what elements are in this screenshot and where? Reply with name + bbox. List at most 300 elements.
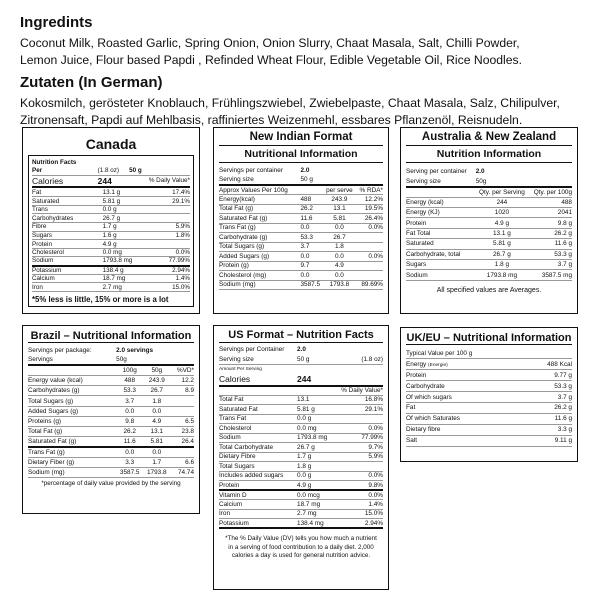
canada-row: [32, 205, 190, 214]
india-row: [219, 242, 383, 252]
uk-value: 11.6 g: [527, 413, 572, 424]
brazil-servings-value: 2.0 servings: [116, 346, 154, 354]
uk-energy-label: [406, 359, 527, 370]
anz-value: 3587.5 mg: [528, 270, 572, 280]
india-row: [219, 204, 383, 214]
india-value: 5.81: [324, 214, 356, 224]
us-size-oz: (1.8 oz): [333, 355, 383, 365]
brazil-value: 23.8: [170, 427, 194, 437]
uk-energy-text: Energy: [406, 360, 427, 368]
uk-row: [406, 370, 572, 381]
anz-value: 3.7 g: [528, 260, 572, 270]
brazil-row: [28, 416, 194, 426]
canada-label: Sodium: [32, 257, 103, 266]
anz-value: 1793.8 mg: [476, 270, 528, 280]
us-mineral-value: 15.0%: [333, 509, 383, 519]
canada-value: 5.9%: [153, 223, 190, 232]
brazil-label: Total Fat (g): [28, 427, 116, 437]
uk-table: [406, 348, 572, 447]
anz-value: 26.7 g: [476, 249, 528, 259]
us-row: [219, 405, 383, 415]
canada-value: 1793.8 mg: [103, 257, 154, 266]
india-col-header: per serve: [324, 185, 356, 195]
india-subtitle: Nutritional Information: [219, 145, 383, 163]
anz-row: [406, 249, 572, 259]
brazil-label: Added Sugars (g): [28, 406, 116, 416]
us-row: [219, 471, 383, 481]
canada-label: Saturated: [32, 197, 103, 206]
brazil-value: 0.0: [143, 447, 170, 457]
brazil-label: Energy value (kcal): [28, 376, 116, 386]
uk-row: [406, 424, 572, 435]
canada-calories-value: 244: [98, 175, 130, 187]
us-mineral-row: [219, 509, 383, 519]
brazil-value: 0.0: [116, 406, 143, 416]
brazil-value: 9.8: [116, 416, 143, 426]
brazil-value: 26.7: [143, 386, 170, 396]
anz-value: 488: [528, 197, 572, 207]
anz-panel: [400, 127, 578, 314]
uk-value: 53.3 g: [527, 381, 572, 392]
india-title: New Indian Format: [249, 131, 353, 143]
canada-value: 1.7 g: [103, 223, 154, 232]
canada-label: Sugars: [32, 231, 103, 240]
india-value: 0.0: [324, 271, 356, 281]
canada-oz: (1.8 oz): [98, 167, 130, 176]
brazil-label: Total Sugars (g): [28, 396, 116, 406]
uk-energy-value: 488 Kcal: [527, 359, 572, 370]
brazil-value: 0.0: [143, 406, 170, 416]
anz-value: 1.8 g: [476, 260, 528, 270]
us-size-label: Serving size: [219, 355, 297, 365]
us-label: Includes added sugars: [219, 471, 297, 481]
brazil-value: 6.5: [170, 416, 194, 426]
canada-nf-heading: Nutrition Facts: [32, 158, 77, 166]
us-mineral-value: 18.7 mg: [297, 500, 333, 510]
anz-row: [406, 260, 572, 270]
us-row: [219, 481, 383, 491]
uk-value: 3.3 g: [527, 424, 572, 435]
us-label: Trans Fat: [219, 414, 297, 424]
canada-row: [32, 274, 190, 283]
anz-value: 244: [476, 197, 528, 207]
brazil-row: [28, 406, 194, 416]
brazil-value: 74.74: [170, 467, 194, 477]
us-value: 13.1: [297, 395, 333, 405]
india-value: 0.0: [301, 223, 324, 233]
india-value: 53.3: [301, 233, 324, 243]
canada-value: 1.6 g: [103, 231, 154, 240]
india-value: 13.1: [324, 204, 356, 214]
brazil-row: [28, 427, 194, 437]
brazil-value: 6.6: [170, 457, 194, 467]
canada-value: 138.4 g: [103, 266, 154, 275]
india-value: 12.2%: [355, 195, 383, 205]
india-size-label: Serving size: [219, 176, 301, 186]
us-value: 9.8%: [333, 481, 383, 491]
india-row: [219, 280, 383, 290]
canada-row: [32, 197, 190, 206]
us-mineral-value: 2.94%: [333, 519, 383, 529]
canada-title: Canada: [85, 136, 137, 152]
anz-size-value: 50g: [476, 176, 528, 186]
india-col-header: % RDA*: [355, 185, 383, 195]
canada-value: 0.0%: [153, 248, 190, 257]
brazil-row: [28, 447, 194, 457]
india-value: [355, 271, 383, 281]
brazil-value: 243.9: [143, 376, 170, 386]
us-mineral-value: 0.0 mcg: [297, 490, 333, 500]
us-row: [219, 395, 383, 405]
anz-col-header: Qty. per Serving: [476, 187, 528, 197]
anz-value: 4.9 g: [476, 218, 528, 228]
anz-value: 13.1 g: [476, 228, 528, 238]
ingredients-line: Lemon Juice, Flour based Papdi , Refinded Wheat Flour, Edible Vegetable Oil, Rice Noodles.: [20, 52, 523, 67]
uk-typical-label: Typical Value per 100 g: [406, 348, 527, 359]
brazil-label: Dietary Fiber (g): [28, 457, 116, 467]
canada-footnote: *5% less is little, 15% or more is a lot: [32, 294, 169, 304]
canada-row: [32, 240, 190, 249]
india-value: [355, 233, 383, 243]
canada-table: [32, 158, 190, 188]
india-row: [219, 233, 383, 243]
anz-subtitle: Nutrition Information: [406, 145, 572, 163]
canada-label: Trans: [32, 205, 103, 214]
india-value: 1.8: [324, 242, 356, 252]
us-value: 0.0%: [333, 471, 383, 481]
canada-value: 4.9 g: [103, 240, 154, 249]
india-value: 0.0: [324, 223, 356, 233]
anz-row: [406, 270, 572, 280]
india-value: 19.5%: [355, 204, 383, 214]
india-label: Cholesterol (mg): [219, 271, 301, 281]
us-row: [219, 462, 383, 472]
india-panel: [213, 127, 389, 314]
uk-value: 9.77 g: [527, 370, 572, 381]
anz-label: Sodium: [406, 270, 476, 280]
india-label: Added Sugars (g): [219, 252, 301, 262]
india-value: 3.7: [301, 242, 324, 252]
india-value: 1793.8: [324, 280, 356, 290]
brazil-row: [28, 457, 194, 467]
canada-value: 2.94%: [153, 266, 190, 275]
india-value: 26.7: [324, 233, 356, 243]
uk-row: [406, 392, 572, 403]
us-mineral-label: Vitamin D: [219, 490, 297, 500]
anz-title: Australia & New Zealand: [421, 131, 557, 143]
canada-label: Iron: [32, 283, 103, 292]
india-col-header: Approx Values Per 100g: [219, 185, 301, 195]
india-value: 243.9: [324, 195, 356, 205]
canada-row: [32, 257, 190, 266]
us-label: Saturated Fat: [219, 405, 297, 415]
canada-dv-label: % Daily Value*: [129, 175, 190, 187]
anz-row: [406, 197, 572, 207]
brazil-value: 12.2: [170, 376, 194, 386]
us-value: 5.9%: [333, 452, 383, 462]
us-label: Dietary Fibre: [219, 452, 297, 462]
india-label: Sodium (mg): [219, 280, 301, 290]
us-calories-label: Calories: [219, 374, 297, 386]
canada-label: Fibre: [32, 223, 103, 232]
anz-label: Sugars: [406, 260, 476, 270]
india-label: Carbohydrate (g): [219, 233, 301, 243]
canada-label: Carbohydrates: [32, 214, 103, 223]
canada-value: [153, 214, 190, 223]
brazil-value: 5.81: [143, 437, 170, 447]
india-servings-label: Servings per container: [219, 167, 283, 175]
brazil-row: [28, 386, 194, 396]
us-mineral-value: 0.0%: [333, 490, 383, 500]
canada-label: Calcium: [32, 274, 103, 283]
uk-row: [406, 381, 572, 392]
anz-label: Saturated: [406, 239, 476, 249]
canada-label: Fat: [32, 188, 103, 197]
anz-value: 26.2 g: [528, 228, 572, 238]
canada-value: 18.7 mg: [103, 274, 154, 283]
us-row: [219, 452, 383, 462]
canada-value: 15.0%: [153, 283, 190, 292]
uk-value: 26.2 g: [527, 402, 572, 413]
india-label: Total Fat (g): [219, 204, 301, 214]
canada-value: 17.4%: [153, 188, 190, 197]
anz-row: [406, 239, 572, 249]
ingredients-title: Ingredints: [20, 14, 93, 31]
canada-row: [32, 223, 190, 232]
zutaten-section: [20, 74, 590, 128]
india-table: [219, 166, 383, 290]
anz-servings-label: Serving per container: [406, 167, 467, 175]
brazil-row: [28, 396, 194, 406]
canada-value: 1.4%: [153, 274, 190, 283]
uk-label: Salt: [406, 435, 527, 446]
uk-label: Of which sugars: [406, 392, 527, 403]
canada-row: [32, 266, 190, 275]
us-value: 77.99%: [333, 433, 383, 443]
brazil-title: Brazil – Nutritional Information: [28, 326, 194, 343]
india-label: Energy(kcal): [219, 195, 301, 205]
anz-table: [406, 166, 572, 281]
uk-panel: [400, 327, 578, 462]
india-value: 0.0%: [355, 223, 383, 233]
brazil-value: 3587.5: [116, 467, 143, 477]
brazil-row: [28, 437, 194, 447]
brazil-value: [170, 396, 194, 406]
canada-value: 13.1 g: [103, 188, 154, 197]
india-value: 0.0%: [355, 252, 383, 262]
brazil-value: 1.8: [143, 396, 170, 406]
brazil-note: *percentage of daily value provided by the serving: [41, 479, 181, 487]
anz-value: 1020: [476, 208, 528, 218]
anz-value: 53.3 g: [528, 249, 572, 259]
india-value: 3587.5: [301, 280, 324, 290]
anz-size-label: Serving size: [406, 176, 476, 186]
brazil-row: [28, 376, 194, 386]
brazil-value: 1793.8: [143, 467, 170, 477]
brazil-value: 26.2: [116, 427, 143, 437]
us-mineral-value: 2.7 mg: [297, 509, 333, 519]
canada-value: [153, 205, 190, 214]
us-value: 16.8%: [333, 395, 383, 405]
anz-value: 11.6 g: [528, 239, 572, 249]
us-label: Protein: [219, 481, 297, 491]
anz-row: [406, 208, 572, 218]
anz-value: 2041: [528, 208, 572, 218]
canada-label: [28, 155, 194, 307]
uk-label: Of which Saturates: [406, 413, 527, 424]
canada-value: 2.7 mg: [103, 283, 154, 292]
india-label: Trans Fat (g): [219, 223, 301, 233]
canada-calories-label: Calories: [32, 175, 98, 187]
us-label: Total Sugars: [219, 462, 297, 472]
anz-label: Energy (kcal): [406, 197, 476, 207]
india-value: 9.7: [301, 261, 324, 271]
brazil-label: Trans Fat (g): [28, 447, 116, 457]
zutaten-title: Zutaten (In German): [20, 74, 163, 91]
anz-servings-value: 2.0: [475, 167, 485, 175]
india-row: [219, 261, 383, 271]
canada-label: Cholesterol: [32, 248, 103, 257]
india-row: [219, 223, 383, 233]
us-label: Cholesterol: [219, 424, 297, 434]
us-row: [219, 414, 383, 424]
us-mineral-label: Calcium: [219, 500, 297, 510]
canada-label: Potassium: [32, 266, 103, 275]
anz-row: [406, 228, 572, 238]
ingredients-section: [20, 14, 590, 68]
us-note: *The % Daily Value (DV) tells you how much a nutrient in a serving of food contribution to a daily diet. 2,000 calories a day is used for general nutrition advice.: [225, 535, 377, 559]
india-row: [219, 252, 383, 262]
canada-row: [32, 283, 190, 292]
brazil-row: [28, 467, 194, 477]
us-value: 9.7%: [333, 443, 383, 453]
brazil-label: Proteins (g): [28, 416, 116, 426]
us-label: Sodium: [219, 433, 297, 443]
india-value: 89.69%: [355, 280, 383, 290]
us-label: Total Carbohydrate: [219, 443, 297, 453]
canada-value: 26.7 g: [103, 214, 154, 223]
uk-value: 9.11 g: [527, 435, 572, 446]
us-amount-label: Amount Per Serving: [219, 366, 262, 372]
brazil-value: 3.3: [116, 457, 143, 467]
anz-row: [406, 218, 572, 228]
us-value: 0.0 mg: [297, 424, 333, 434]
canada-per: Per: [32, 167, 98, 176]
anz-col-header: Qty. per 100g: [528, 187, 572, 197]
us-value: 1.7 g: [297, 452, 333, 462]
us-value: 1793.8 mg: [297, 433, 333, 443]
us-servings-label: Servings per Container: [219, 346, 285, 354]
us-size-g: 50 g: [297, 355, 333, 365]
brazil-value: [170, 406, 194, 416]
canada-value: 0.0 mg: [103, 248, 154, 257]
india-servings-value: 2.0: [300, 167, 310, 175]
us-mineral-row: [219, 500, 383, 510]
india-row: [219, 214, 383, 224]
india-value: 26.4%: [355, 214, 383, 224]
brazil-value: 8.9: [170, 386, 194, 396]
uk-label: Protein: [406, 370, 527, 381]
uk-value: 3.7 g: [527, 392, 572, 403]
brazil-value: 1.7: [143, 457, 170, 467]
canada-row: [32, 231, 190, 240]
brazil-value: 26.4: [170, 437, 194, 447]
india-row: [219, 271, 383, 281]
us-value: 29.1%: [333, 405, 383, 415]
us-mineral-row: [219, 519, 383, 529]
india-label: Total Sugars (g): [219, 242, 301, 252]
us-value: 4.9 g: [297, 481, 333, 491]
india-value: 4.9: [324, 261, 356, 271]
anz-label: Protein: [406, 218, 476, 228]
anz-label: Carbohydrate, total: [406, 249, 476, 259]
anz-value: 9.8 g: [528, 218, 572, 228]
india-size-value: 50 g: [301, 176, 324, 186]
us-label: Total Fat: [219, 395, 297, 405]
us-table: [219, 345, 383, 529]
us-value: 5.81 g: [297, 405, 333, 415]
canada-g: 50 g: [129, 167, 190, 176]
us-mineral-row: [219, 490, 383, 500]
us-row: [219, 433, 383, 443]
uk-row: [406, 435, 572, 446]
brazil-label: Sodium (mg): [28, 467, 116, 477]
canada-label: Protein: [32, 240, 103, 249]
india-value: [355, 261, 383, 271]
brazil-label: Saturated Fat (g): [28, 437, 116, 447]
canada-value: 0.0 g: [103, 205, 154, 214]
brazil-servings-label: Servings per package:: [28, 346, 92, 354]
us-mineral-value: 1.4%: [333, 500, 383, 510]
us-value: 1.8 g: [297, 462, 333, 472]
us-title: US Format – Nutrition Facts: [219, 326, 383, 343]
india-row: [219, 195, 383, 205]
us-value: 0.0 g: [297, 414, 333, 424]
canada-value: 1.8%: [153, 231, 190, 240]
zutaten-line: Zitronensaft, Papdi auf Mehlbasis, raffiniertes Weizenmehl, essbares Pflanzenöl, Reisnudeln.: [20, 112, 523, 127]
india-value: [355, 242, 383, 252]
brazil-value: 4.9: [143, 416, 170, 426]
uk-row: [406, 402, 572, 413]
brazil-panel: [22, 325, 200, 514]
us-value: 0.0 g: [297, 471, 333, 481]
canada-panel: [22, 127, 200, 314]
brazil-col-header: 50g: [143, 365, 170, 375]
anz-note: All specified values are Averages.: [436, 286, 542, 294]
brazil-value: 53.3: [116, 386, 143, 396]
us-mineral-label: Iron: [219, 509, 297, 519]
us-value: 0.0%: [333, 424, 383, 434]
us-row: [219, 424, 383, 434]
canada-row: [32, 214, 190, 223]
brazil-value: 488: [116, 376, 143, 386]
ingredients-line: Coconut Milk, Roasted Garlic, Spring Onion, Onion Slurry, Chaat Masala, Salt, Chilli Powder,: [20, 36, 520, 50]
india-value: 11.6: [301, 214, 324, 224]
uk-row: [406, 413, 572, 424]
india-label: Saturated Fat (g): [219, 214, 301, 224]
uk-energy-sub: (Energie): [428, 362, 448, 368]
brazil-value: 0.0: [116, 447, 143, 457]
anz-value: 5.81 g: [476, 239, 528, 249]
canada-row: [32, 188, 190, 197]
us-value: [333, 414, 383, 424]
india-value: 488: [301, 195, 324, 205]
us-servings-value: 2.0: [297, 346, 306, 354]
uk-label: Dietary fibre: [406, 424, 527, 435]
anz-label: Energy (KJ): [406, 208, 476, 218]
brazil-value: [170, 447, 194, 457]
brazil-table: [28, 345, 194, 478]
